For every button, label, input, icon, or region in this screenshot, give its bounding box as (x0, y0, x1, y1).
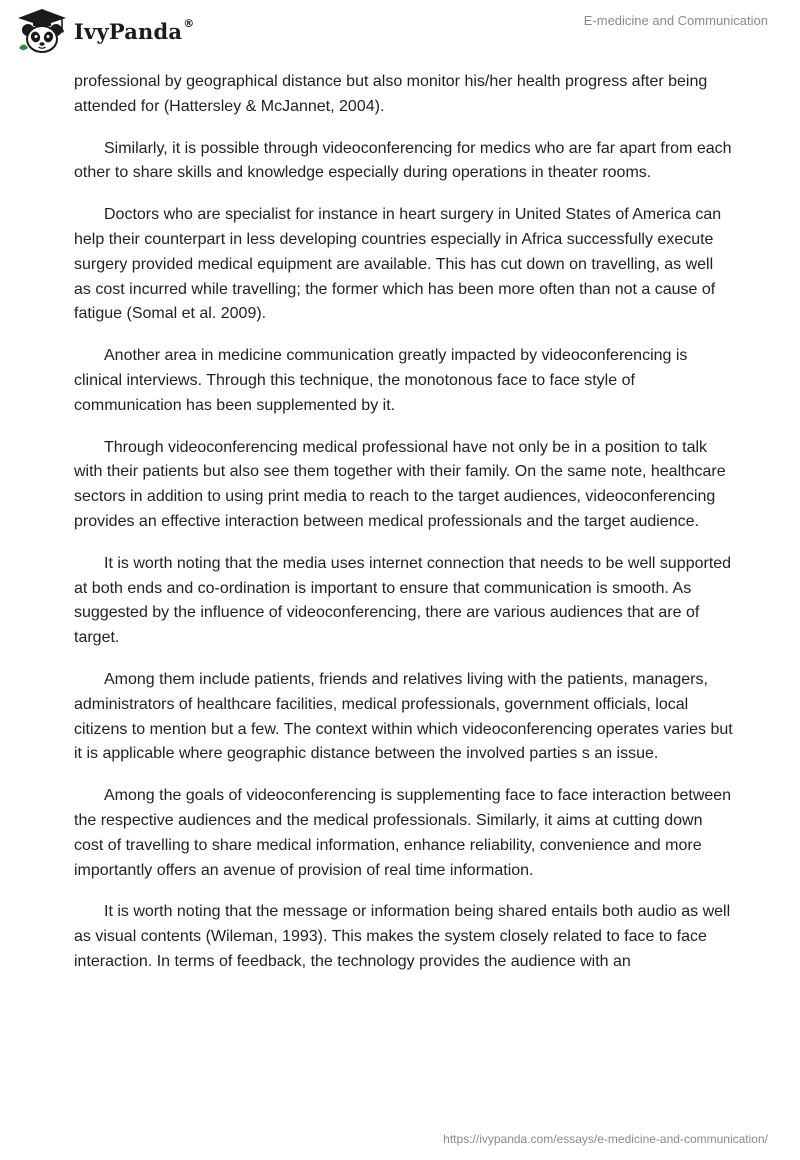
paragraph: Among them include patients, friends and relatives living with the patients, managers, administrators of healthcare facilities, medical professionals, government officials, local citizens to mention but a few. The context within which videoconferencing operates varies but it is applicable where geographic distance between the involved parties s an issue. (74, 670, 733, 763)
paragraph: Similarly, it is possible through videoconferencing for medics who are far apart from each other to share skills and knowledge especially during operations in theater rooms. (74, 139, 732, 182)
page-header (0, 0, 800, 62)
panda-graduate-icon (16, 8, 68, 54)
paragraph: It is worth noting that the message or information being shared entails both audio as well as visual contents (Wileman, 1993). This makes the system closely related to face to face interaction. In terms of feedback, the technology provides the audience with an (74, 903, 731, 970)
paragraph: Another area in medicine communication greatly impacted by videoconferencing is clinical interviews. Through this technique, the monotonous face to face style of communication has been supplemented by it. (74, 347, 688, 414)
paragraph: Among the goals of videoconferencing is supplementing face to face interaction between the respective audiences and the medical professionals. Similarly, it aims at cutting down cost of travelling to share medical information, enhance reliability, convenience and more importantly offers an avenue of provision of real time information. (74, 787, 732, 879)
registered-mark: ® (183, 16, 195, 30)
document-title: E-medicine and Communication (583, 13, 768, 28)
paragraph: Through videoconferencing medical professional have not only be in a position to talk with their patients but also see them together with their family. On the same note, healthcare sectors in addition to using print media to reach to the target audiences, videoconferencing provides an effective interaction between medical professionals and the target audience. (74, 438, 726, 530)
brand-logo[interactable] (16, 8, 194, 54)
paragraph: Doctors who are specialist for instance in heart surgery in United States of America can help their counterpart in less developing countries especially in Africa successfully execute surgery provided medical equipment are available. This has cut down on travelling, as well as cost incurred while travelling; the former which has been more often than not a cause of fatigue (Somal et al. 2009). (74, 206, 722, 323)
brand-name (74, 16, 195, 44)
paragraph: professional by geographical distance but also monitor his/her health progress after being attended for (Hattersley & McJannet, 2004). (74, 73, 708, 115)
paragraph: It is worth noting that the media uses internet connection that needs to be well supported at both ends and co-ordination is important to ensure that communication is smooth. As suggested by the influence of videoconferencing, there are various audiences that are of target. (74, 554, 732, 647)
essay-body (74, 70, 734, 992)
source-url-link[interactable]: https://ivypanda.com/essays/e-medicine-and-communication/ (443, 1132, 768, 1146)
brand-name-text: IvyPanda (74, 18, 183, 44)
